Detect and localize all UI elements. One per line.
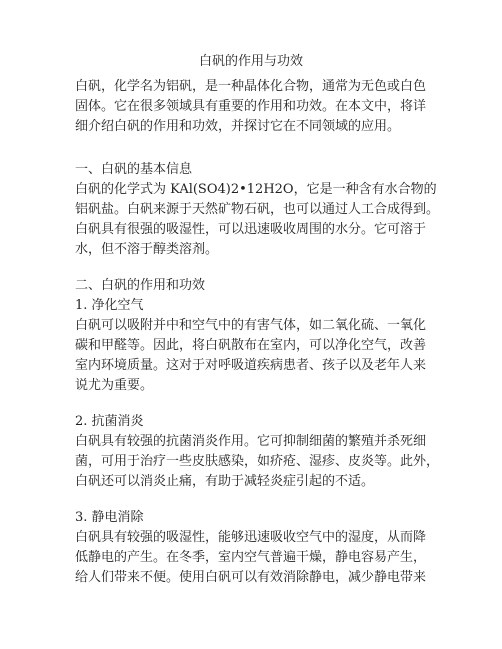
subsection-heading: 2. 抗菌消炎 — [75, 414, 144, 429]
paragraph-line: 白矾具有很强的吸湿性，可以迅速吸收周围的水分。它可溶于 — [75, 222, 427, 237]
document-title: 白矾的作用与功效 — [198, 54, 303, 69]
paragraph-line: 白矾，化学名为铝矾，是一种晶体化合物，通常为无色或白色 — [75, 79, 427, 94]
paragraph-line: 碳和甲醛等。因此，将白矾散布在室内，可以净化空气，改善 — [75, 338, 427, 353]
subsection-heading: 1. 净化空气 — [75, 298, 144, 313]
paragraph-line: 细介绍白矾的作用和功效，并探讨它在不同领域的应用。 — [75, 119, 401, 134]
paragraph-line: 室内环境质量。这对于对呼吸道疾病患者、孩子以及老年人来 — [75, 358, 427, 373]
paragraph-line: 白矾可以吸附并中和空气中的有害气体，如二氧化硫、一氧化 — [75, 318, 427, 333]
paragraph-line: 白矾的化学式为 KAl(SO4)2•12H2O，它是一种含有水合物的 — [75, 182, 437, 197]
paragraph-line: 白矾具有较强的抗菌消炎作用。它可抑制细菌的繁殖并杀死细 — [75, 434, 427, 449]
section-heading: 一、白矾的基本信息 — [75, 162, 193, 177]
paragraph-line: 水，但不溶于醇类溶剂。 — [75, 242, 219, 257]
paragraph-line: 说尤为重要。 — [75, 378, 154, 393]
subsection-heading: 3. 静电消除 — [75, 510, 144, 525]
paragraph-line: 低静电的产生。在冬季，室内空气普遍干燥，静电容易产生， — [75, 550, 427, 565]
paragraph-line: 菌，可用于治疗一些皮肤感染，如疥疮、湿疹、皮炎等。此外， — [75, 454, 440, 469]
section-heading: 二、白矾的作用和功效 — [75, 278, 206, 293]
paragraph-line: 白矾还可以消炎止痛，有助于减轻炎症引起的不适。 — [75, 474, 375, 489]
paragraph-line: 给人们带来不便。使用白矾可以有效消除静电，减少静电带来 — [75, 570, 427, 585]
paragraph-line: 白矾具有较强的吸湿性，能够迅速吸收空气中的湿度，从而降 — [75, 530, 427, 545]
paragraph-line: 铝矾盐。白矾来源于天然矿物石矾，也可以通过人工合成得到。 — [75, 202, 440, 217]
paragraph-line: 固体。它在很多领域具有重要的作用和功效。在本文中，将详 — [75, 99, 427, 114]
